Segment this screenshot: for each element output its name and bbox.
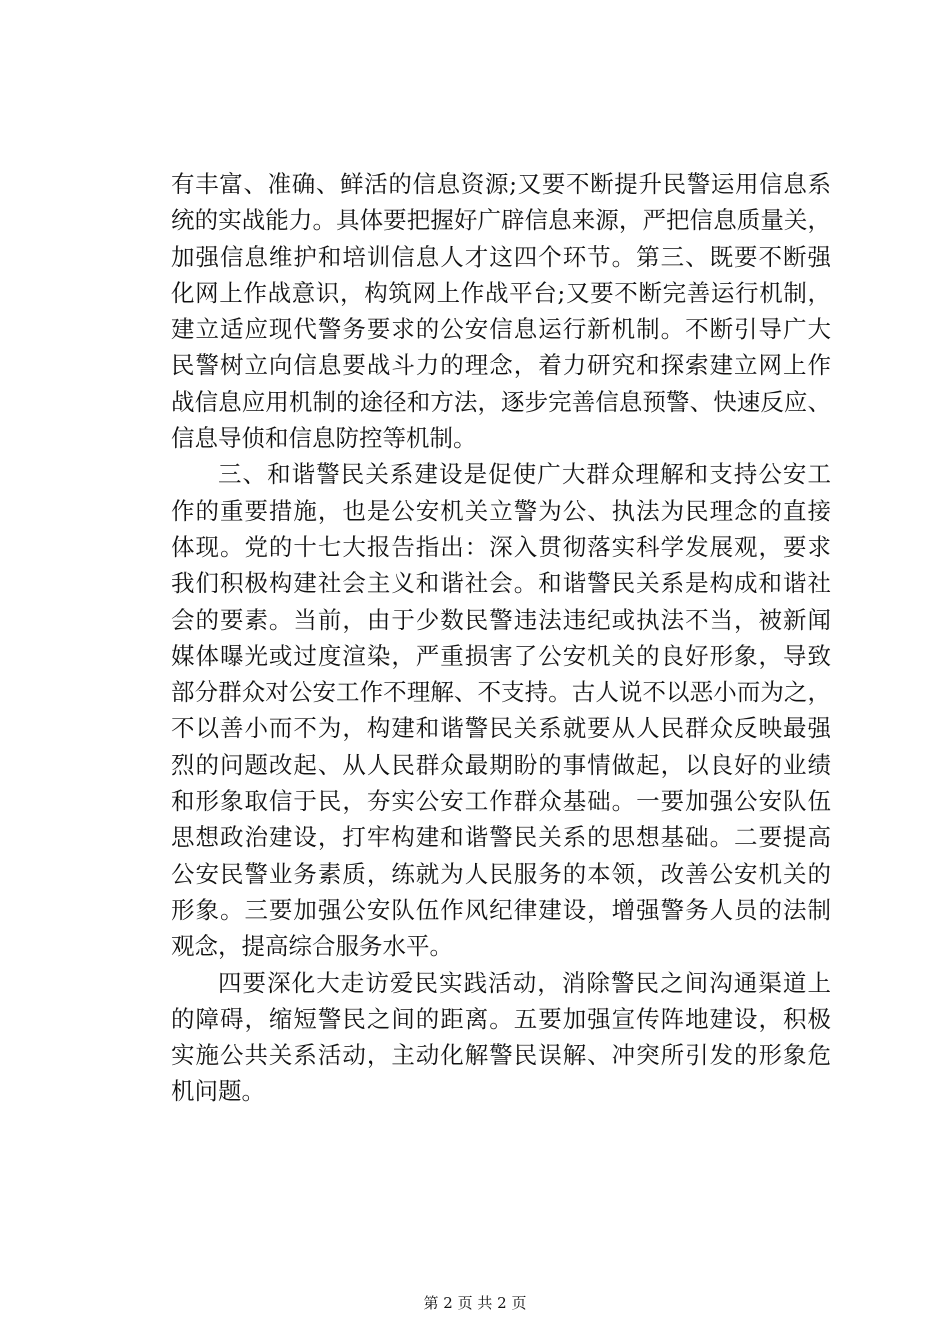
text-line: 会的要素。当前，由于少数民警违法违纪或执法不当，被新闻 [171,605,831,634]
text-line: 有丰富、准确、鲜活的信息资源;又要不断提升民警运用信息系 [171,170,831,198]
text-line: 加强信息维护和培训信息人才这四个环节。第三、既要不断强 [171,242,831,271]
text-line: 公安民警业务素质，练就为人民服务的本领，改善公安机关的 [171,859,831,888]
text-line: 观念，提高综合服务水平。 [171,932,453,961]
text-line: 媒体曝光或过度渲染，严重损害了公安机关的良好形象，导致 [171,641,831,670]
text-line: 化网上作战意识，构筑网上作战平台;又要不断完善运行机制， [171,278,831,307]
text-line: 四要深化大走访爱民实践活动，消除警民之间沟通渠道上 [218,968,831,997]
text-line: 和形象取信于民，夯实公安工作群众基础。一要加强公安队伍 [171,787,831,816]
text-line: 民警树立向信息要战斗力的理念，着力研究和探索建立网上作 [171,351,831,380]
text-line: 思想政治建设，打牢构建和谐警民关系的思想基础。二要提高 [171,823,831,852]
text-line: 统的实战能力。具体要把握好广辟信息来源，严把信息质量关， [171,206,831,235]
document-body [171,166,831,1110]
text-line: 我们积极构建社会主义和谐社会。和谐警民关系是构成和谐社 [171,569,831,598]
text-line: 体现。党的十七大报告指出：深入贯彻落实科学发展观，要求 [171,532,831,561]
text-line: 不以善小而不为，构建和谐警民关系就要从人民群众反映最强 [171,714,831,743]
text-line: 的障碍，缩短警民之间的距离。五要加强宣传阵地建设，积极 [171,1004,831,1033]
text-line: 实施公共关系活动，主动化解警民误解、冲突所引发的形象危 [171,1041,831,1070]
text-line: 作的重要措施，也是公安机关立警为公、执法为民理念的直接 [171,496,831,525]
paragraph [171,456,831,964]
text-line: 信息导侦和信息防控等机制。 [171,424,477,453]
text-line: 机问题。 [171,1077,265,1106]
text-line: 部分群众对公安工作不理解、不支持。古人说不以恶小而为之， [171,678,831,707]
text-line: 三、和谐警民关系建设是促使广大群众理解和支持公安工 [218,460,831,489]
text-line: 烈的问题改起、从人民群众最期盼的事情做起，以良好的业绩 [171,750,831,779]
page-footer: 第 2 页 共 2 页 [423,1294,527,1312]
text-line: 形象。三要加强公安队伍作风纪律建设，增强警务人员的法制 [171,895,831,924]
paragraph [171,965,831,1110]
text-line: 战信息应用机制的途径和方法，逐步完善信息预警、快速反应、 [171,387,831,416]
paragraph [171,166,831,456]
text-line: 建立适应现代警务要求的公安信息运行新机制。不断引导广大 [171,315,831,344]
